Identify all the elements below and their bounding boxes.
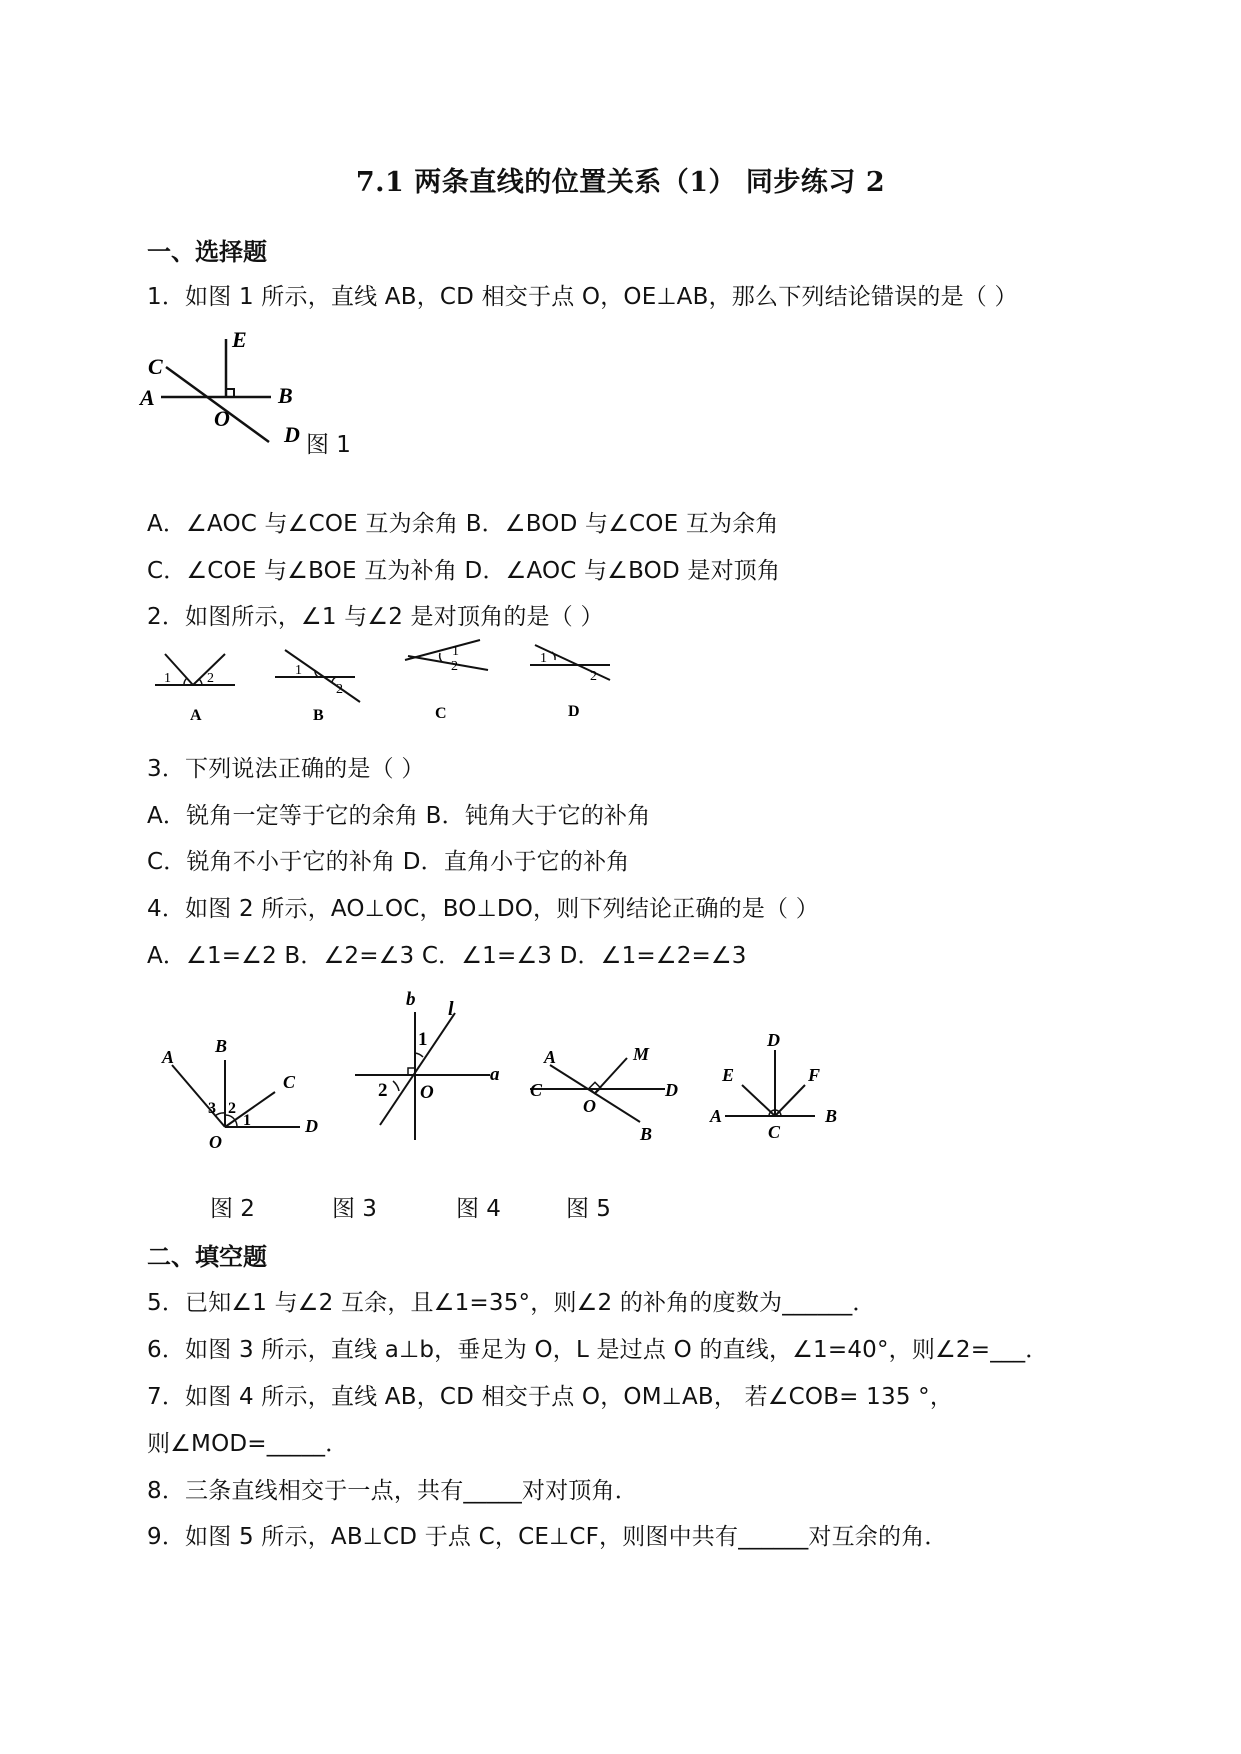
q2-label-b: B bbox=[313, 707, 324, 724]
figure-5-caption: 图 5 bbox=[566, 1196, 611, 1222]
label-b: B bbox=[278, 383, 293, 408]
svg-text:O: O bbox=[583, 1096, 596, 1116]
svg-text:1: 1 bbox=[452, 644, 459, 659]
question-4-options: A．∠1=∠2 B．∠2=∠3 C．∠1=∠3 D．∠1=∠2=∠3 bbox=[147, 943, 747, 969]
svg-text:O: O bbox=[209, 1132, 222, 1152]
svg-text:1: 1 bbox=[418, 1029, 428, 1050]
figure-4-caption: 图 4 bbox=[456, 1196, 501, 1222]
question-8: 8．三条直线相交于一点，共有_____对对顶角． bbox=[147, 1478, 638, 1504]
svg-text:a: a bbox=[490, 1064, 500, 1085]
svg-text:C: C bbox=[283, 1072, 296, 1092]
question-3-options-1: A．锐角一定等于它的余角 B．钝角大于它的补角 bbox=[147, 803, 651, 829]
svg-text:1: 1 bbox=[164, 671, 171, 686]
svg-text:l: l bbox=[448, 998, 454, 1020]
question-4-stem: 4．如图 2 所示，AO⊥OC，BO⊥DO，则下列结论正确的是（ ） bbox=[147, 896, 819, 922]
figure-1-caption: 图 1 bbox=[306, 432, 351, 458]
svg-text:2: 2 bbox=[590, 669, 597, 684]
svg-text:3: 3 bbox=[208, 1100, 216, 1117]
figure-2 bbox=[155, 1030, 335, 1150]
question-1-options-2: C．∠COE 与∠BOE 互为补角 D．∠AOC 与∠BOD 是对顶角 bbox=[147, 558, 781, 584]
question-3-options-2: C．锐角不小于它的补角 D．直角小于它的补角 bbox=[147, 849, 630, 875]
q2-figure-a bbox=[155, 654, 235, 724]
svg-text:2: 2 bbox=[336, 682, 343, 697]
svg-text:1: 1 bbox=[540, 651, 547, 666]
q2-figure-c bbox=[405, 640, 488, 722]
svg-text:B: B bbox=[640, 1124, 653, 1144]
question-7-line-1: 7．如图 4 所示，直线 AB，CD 相交于点 O，OM⊥AB， 若∠COB= 135 °， bbox=[147, 1384, 954, 1410]
svg-text:D: D bbox=[305, 1116, 318, 1136]
svg-text:2: 2 bbox=[378, 1080, 388, 1101]
svg-text:B: B bbox=[825, 1106, 838, 1126]
q2-figure-d bbox=[530, 645, 610, 720]
q2-label-c: C bbox=[435, 705, 447, 722]
label-e: E bbox=[232, 327, 247, 352]
q2-figure-b bbox=[275, 650, 360, 724]
svg-text:B: B bbox=[215, 1036, 228, 1056]
question-6: 6．如图 3 所示，直线 a⊥b，垂足为 O，L 是过点 O 的直线，∠1=40°，则∠2=___． bbox=[147, 1337, 1049, 1363]
label-d: D bbox=[284, 422, 300, 447]
svg-text:C: C bbox=[530, 1080, 543, 1100]
section-heading-fill: 二、填空题 bbox=[147, 1243, 267, 1271]
svg-text:A: A bbox=[710, 1106, 723, 1126]
question-5: 5．已知∠1 与∠2 互余，且∠1=35°，则∠2 的补角的度数为______． bbox=[147, 1290, 876, 1316]
svg-text:2: 2 bbox=[228, 1100, 236, 1117]
svg-text:C: C bbox=[768, 1122, 781, 1142]
section-heading-choice: 一、选择题 bbox=[147, 238, 267, 266]
figure-3-caption: 图 3 bbox=[332, 1196, 377, 1222]
question-7-line-2: 则∠MOD=_____． bbox=[147, 1431, 349, 1457]
figure-2-caption: 图 2 bbox=[210, 1196, 255, 1222]
question-1-stem: 1．如图 1 所示，直线 AB，CD 相交于点 O，OE⊥AB，那么下列结论错误的是（ ） bbox=[147, 284, 1018, 310]
svg-text:D: D bbox=[665, 1080, 678, 1100]
q2-label-a: A bbox=[190, 707, 202, 724]
svg-text:2: 2 bbox=[451, 659, 458, 674]
svg-text:D: D bbox=[767, 1030, 780, 1050]
svg-text:F: F bbox=[808, 1065, 821, 1085]
svg-text:O: O bbox=[420, 1082, 434, 1103]
label-o: O bbox=[214, 406, 230, 431]
svg-text:b: b bbox=[406, 989, 416, 1010]
figure-3 bbox=[340, 985, 510, 1145]
svg-text:M: M bbox=[633, 1044, 650, 1064]
question-2-figures bbox=[150, 640, 650, 730]
question-9: 9．如图 5 所示，AB⊥CD 于点 C，CE⊥CF，则图中共有______对互余的角． bbox=[147, 1524, 948, 1550]
question-1-options-1: A．∠AOC 与∠COE 互为余角 B．∠BOD 与∠COE 互为余角 bbox=[147, 511, 779, 537]
svg-text:E: E bbox=[722, 1065, 735, 1085]
page-title: 7.1 两条直线的位置关系（1） 同步练习 2 bbox=[355, 167, 886, 198]
question-3-stem: 3．下列说法正确的是（ ） bbox=[147, 756, 425, 782]
svg-text:1: 1 bbox=[243, 1112, 251, 1129]
figure-5 bbox=[700, 1030, 860, 1140]
label-a: A bbox=[140, 385, 155, 410]
question-2-stem: 2．如图所示，∠1 与∠2 是对顶角的是（ ） bbox=[147, 604, 604, 630]
svg-text:1: 1 bbox=[295, 663, 302, 678]
svg-text:A: A bbox=[162, 1047, 175, 1067]
svg-text:A: A bbox=[544, 1047, 557, 1067]
q2-label-d: D bbox=[568, 703, 580, 720]
svg-text:2: 2 bbox=[207, 671, 214, 686]
label-c: C bbox=[148, 354, 163, 379]
figure-4 bbox=[525, 1030, 685, 1144]
